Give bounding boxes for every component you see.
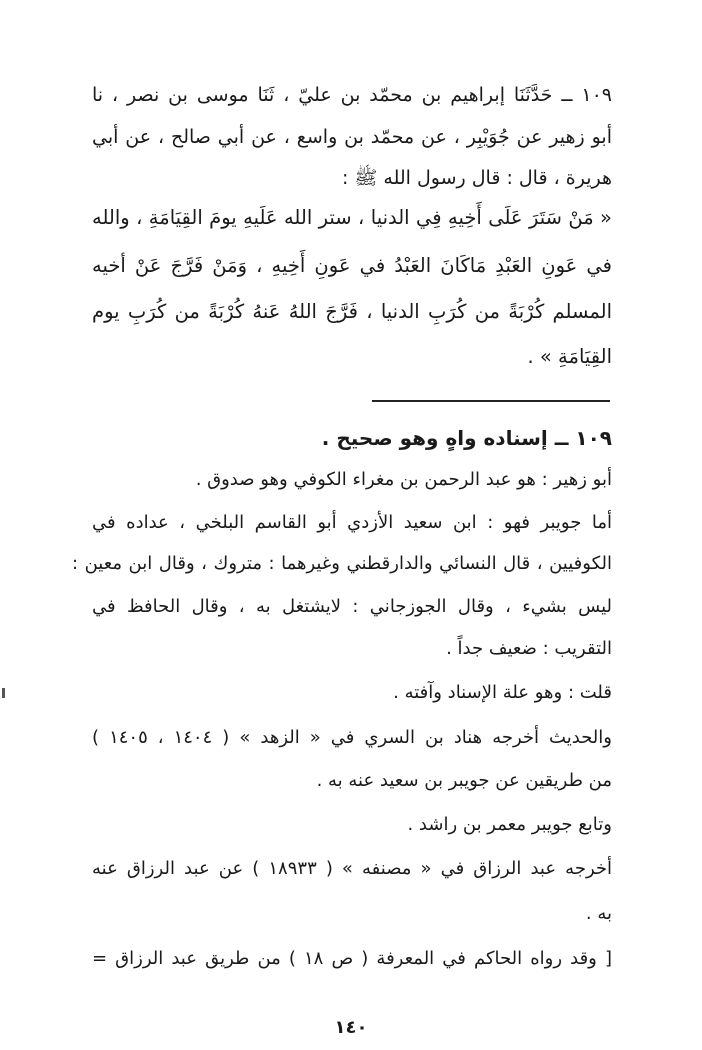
commentary-line-3: الكوفيين ، قال النسائي والدارقطني وغيرهما : متروك ، وقال ابن معين : — [72, 553, 612, 574]
hadith-line-1: ١٠٩ ــ حَدَّثَنَا إبراهيم بن محمّد بن عليّ ، ثَنَا موسى بن نصر ، نا — [92, 84, 612, 106]
commentary-line-4: ليس بشيء ، وقال الجوزجاني : لايشتغل به ، وقال الحافظ في — [92, 596, 612, 617]
commentary-line-9: وتابع جويبر معمر بن راشد . — [407, 814, 612, 835]
commentary-line-7: والحديث أخرجه هناد بن السري في « الزهد » ( ١٤٠٤ ، ١٤٠٥ ) — [92, 727, 612, 748]
commentary-line-11: به . — [585, 903, 612, 924]
commentary-line-12: [ وقد رواه الحاكم في المعرفة ( ص ١٨ ) من طريق عبد الرزاق = — [92, 948, 612, 969]
hadith-line-7: القِيَامَةِ » . — [527, 345, 612, 368]
section-divider — [372, 400, 610, 402]
commentary-line-6: قلت : وهو علة الإسناد وآفته . — [393, 682, 612, 703]
commentary-line-8: من طريقين عن جويبر بن سعيد عنه به . — [316, 770, 612, 791]
commentary-line-5: التقريب : ضعيف جداً . — [446, 638, 612, 659]
page-number: ١٤٠ — [334, 1017, 368, 1038]
hadith-line-4: « مَنْ سَتَرَ عَلَى أَخِيهِ فِي الدنيا ، ستر الله عَلَيهِ يومَ القِيَامَةِ ، والله — [92, 206, 612, 229]
hadith-line-2: أبو زهير عن جُوَيْبِر ، عن محمّد بن واسع ، عن أبي صالح ، عن أبي — [92, 126, 612, 148]
hadith-line-5: في عَونِ العَبْدِ مَاكَانَ العَبْدُ في عَونِ أَخِيهِ ، وَمَنْ فَرَّجَ عَنْ أخيه — [92, 254, 612, 277]
commentary-line-2: أما جويبر فهو : ابن سعيد الأزدي أبو القاسم البلخي ، عداده في — [92, 512, 612, 533]
commentary-line-10: أخرجه عبد الرزاق في « مصنفه » ( ١٨٩٣٣ ) عن عبد الرزاق عنه — [92, 858, 613, 879]
margin-mark — [2, 688, 5, 698]
hadith-line-6: المسلم كُرْبَةً من كُرَبِ الدنيا ، فَرَّجَ اللهُ عَنهُ كُرْبَةً من كُرَبِ يوم — [92, 300, 612, 323]
commentary-line-1: أبو زهير : هو عبد الرحمن بن مغراء الكوفي وهو صدوق . — [195, 469, 612, 490]
hadith-line-3: هريرة ، قال : قال رسول الله ﷺ : — [341, 167, 612, 189]
commentary-heading: ١٠٩ ــ إسناده واهٍ وهو صحيح . — [321, 426, 612, 450]
